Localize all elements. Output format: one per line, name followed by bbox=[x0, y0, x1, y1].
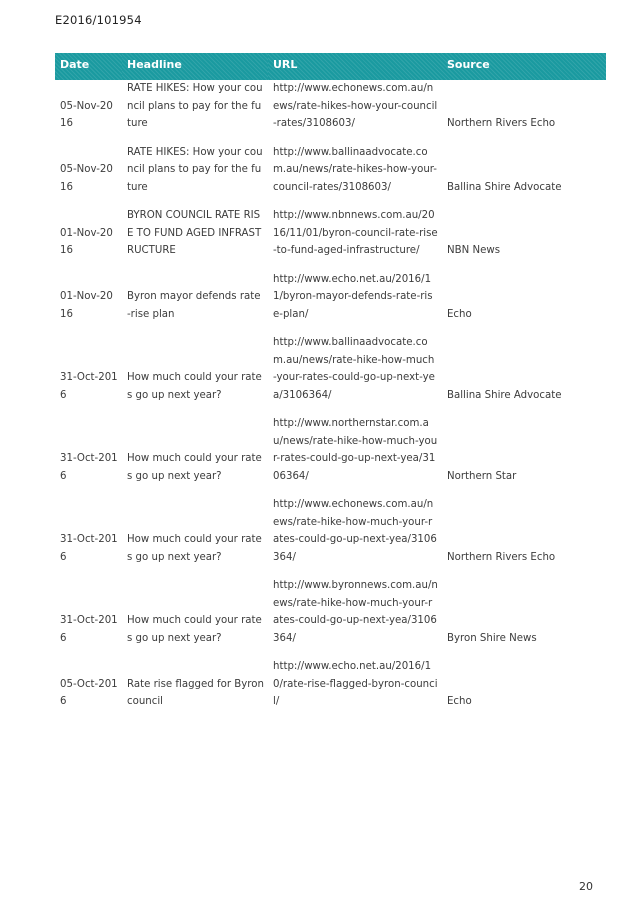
cell-url[interactable]: http://www.northernstar.com.au/news/rate-hike-how-much-your-rates-could-go-up-next-yea/3106364/ bbox=[273, 418, 438, 482]
cell-source: Ballina Shire Advocate bbox=[447, 389, 562, 401]
cell-source: Echo bbox=[447, 696, 472, 707]
cell-headline: Byron mayor defends rate-rise plan bbox=[127, 291, 261, 320]
table-row bbox=[55, 488, 606, 569]
cell-date: 01-Nov-2016 bbox=[60, 291, 113, 320]
cell-source: Ballina Shire Advocate bbox=[447, 181, 562, 193]
table-row bbox=[55, 326, 606, 407]
cell-url[interactable]: http://www.nbnnews.com.au/2016/11/01/byron-council-rate-rise-to-fund-aged-infrastructure/ bbox=[273, 210, 438, 256]
cell-headline: How much could your rates go up next year? bbox=[127, 534, 262, 563]
document-reference: E2016/101954 bbox=[55, 13, 142, 27]
table-row bbox=[55, 199, 606, 263]
cell-date: 05-Oct-2016 bbox=[60, 678, 118, 707]
cell-url[interactable]: http://www.echo.net.au/2016/10/rate-rise-flagged-byron-council/ bbox=[273, 661, 438, 707]
cell-url[interactable]: http://www.echonews.com.au/news/rate-hikes-how-your-council-rates/3108603/ bbox=[273, 83, 438, 129]
cell-url[interactable]: http://www.ballinaadvocate.com.au/news/rate-hike-how-much-your-rates-could-go-up-next-yea/3106364/ bbox=[273, 337, 435, 401]
header-row bbox=[55, 53, 606, 80]
table-row bbox=[55, 650, 606, 714]
cell-headline: How much could your rates go up next year? bbox=[127, 372, 262, 401]
table-row bbox=[55, 80, 606, 136]
cell-source: Northern Star bbox=[447, 470, 517, 482]
cell-source: Northern Rivers Echo bbox=[447, 118, 556, 129]
cell-date: 31-Oct-2016 bbox=[60, 534, 118, 563]
cell-date: 31-Oct-2016 bbox=[60, 453, 118, 482]
cell-date: 05-Nov-2016 bbox=[60, 100, 113, 129]
cell-url[interactable]: http://www.echonews.com.au/news/rate-hike-how-much-your-rates-could-go-up-next-yea/3106364/ bbox=[273, 499, 437, 563]
cell-date: 01-Nov-2016 bbox=[60, 227, 113, 256]
cell-headline: How much could your rates go up next year? bbox=[127, 453, 262, 482]
table-row bbox=[55, 569, 606, 650]
cell-headline: RATE HIKES: How your council plans to pay for the future bbox=[127, 146, 263, 193]
table-row bbox=[55, 407, 606, 488]
cell-headline: BYRON COUNCIL RATE RISE TO FUND AGED INFRASTRUCTURE bbox=[127, 210, 262, 256]
table-row bbox=[55, 136, 606, 200]
cell-headline: Rate rise flagged for Byron council bbox=[127, 678, 264, 707]
cell-source: Echo bbox=[447, 308, 472, 320]
cell-source: Northern Rivers Echo bbox=[447, 551, 556, 563]
cell-url[interactable]: http://www.echo.net.au/2016/11/byron-mayor-defends-rate-rise-plan/ bbox=[273, 273, 433, 320]
header-url: URL bbox=[268, 53, 442, 80]
page-number: 20 bbox=[579, 880, 593, 893]
cell-date: 31-Oct-2016 bbox=[60, 615, 118, 644]
cell-headline: RATE HIKES: How your council plans to pay for the future bbox=[127, 83, 263, 129]
header-headline: Headline bbox=[122, 53, 268, 80]
cell-date: 05-Nov-2016 bbox=[60, 164, 113, 193]
header-date: Date bbox=[55, 53, 122, 80]
cell-source: Byron Shire News bbox=[447, 632, 537, 644]
cell-headline: How much could your rates go up next year? bbox=[127, 615, 262, 644]
cell-url[interactable]: http://www.ballinaadvocate.com.au/news/rate-hikes-how-your-council-rates/3108603/ bbox=[273, 146, 437, 193]
cell-source: NBN News bbox=[447, 245, 500, 256]
cell-url[interactable]: http://www.byronnews.com.au/news/rate-hike-how-much-your-rates-could-go-up-next-yea/3106364/ bbox=[273, 580, 438, 644]
cell-date: 31-Oct-2016 bbox=[60, 372, 118, 401]
table-header bbox=[55, 53, 606, 80]
table-row bbox=[55, 263, 606, 327]
media-coverage-table bbox=[55, 53, 606, 714]
header-source: Source bbox=[442, 53, 606, 80]
